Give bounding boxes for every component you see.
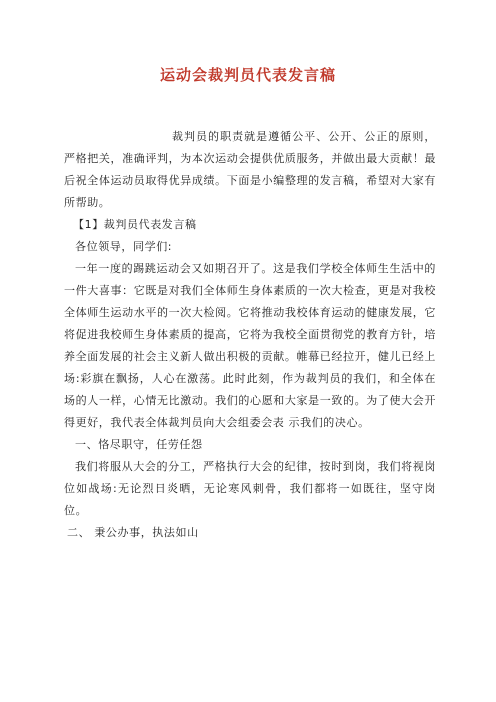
section-heading: 【1】裁判员代表发言稿 [73, 218, 197, 231]
point-body-1: 我们将服从大会的分工，严格执行大会的纪律，按时到岗，我们将视岗位如战场:无论烈日炎晒，无论寒风刺骨，我们都将一如既往，坚守岗位。 [64, 460, 436, 517]
greeting-line: 各位领导，同学们: [75, 240, 173, 253]
speech-paragraph: 一年一度的踢跳运动会又如期召开了。这是我们学校全体师生生活中的一件大喜事：它既是对我们全体师生身体素质的一次大检查，更是对我校全体师生运动水平的一次大检阅。它将推动我校体育运动的健康发展，它将促进我校师生身体素质的提高，它将为我校全面贯彻党的教育方针，培养全面发展的社会主义新人做出积极的贡献。帷幕已经拉开，健儿已经上场:彩旗在飘扬，人心在激荡。此时此刻，作为裁判员的我们，和全体在场的人一样，心情无比激动。我们的心愿和大家是一致的。为了使大会开得更好，我代表全体裁判员向大会组委会表 示我们的决心。 [64, 262, 436, 429]
document-title: 运动会裁判员代表发言稿 [159, 66, 336, 84]
intro-paragraph: 裁判员的职责就是遵循公平、公开、公正的原则，严格把关，准确评判，为本次运动会提供优质服务，并做出最大贡献！最后祝全体运动员取得优异成绩。下面是小编整理的发言稿，希望对大家有所帮助。 [64, 130, 436, 209]
point-heading-1: 一、恪尽职守，任劳任怨 [75, 438, 203, 451]
document-body [64, 126, 436, 544]
point-heading-2: 二、 秉公办事，执法如山 [67, 526, 199, 539]
